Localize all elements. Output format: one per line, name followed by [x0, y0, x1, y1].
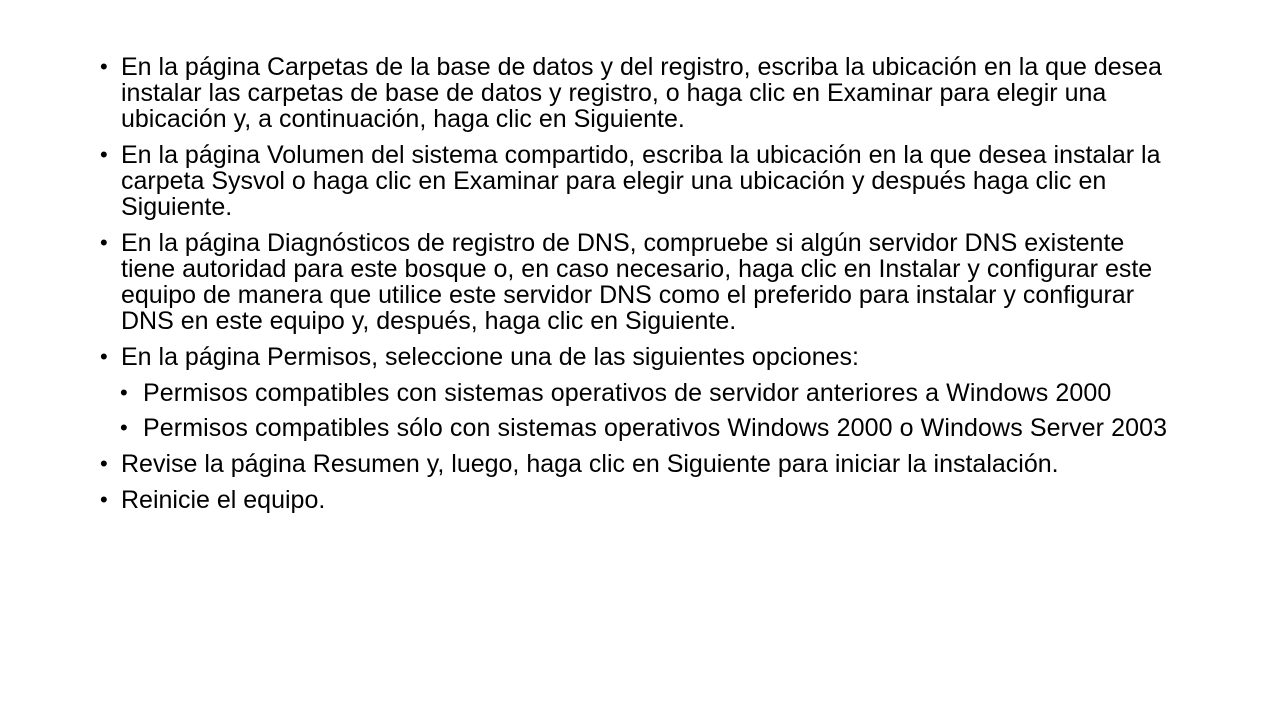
bullet-icon: •	[100, 451, 108, 476]
list-item-text: Reinicie el equipo.	[121, 486, 326, 514]
list-item-text: En la página Carpetas de la base de datos y del registro, escriba la ubicación en la que desea instalar las carpetas de base de datos y registro, o haga clic en Examinar para elegir una ubicación y, a continuación, haga clic en Siguiente.	[121, 53, 1162, 133]
list-item-text: En la página Permisos, seleccione una de las siguientes opciones:	[121, 343, 859, 371]
permissions-options-list	[92, 380, 1182, 441]
bullet-icon: •	[100, 487, 108, 512]
list-item-text: En la página Volumen del sistema compartido, escriba la ubicación en la que desea instalar la carpeta Sysvol o haga clic en Examinar para elegir una ubicación y después haga clic en Siguiente.	[121, 141, 1161, 221]
sub-item-windows-2000-2003	[92, 415, 1182, 441]
list-item-database-folders	[92, 54, 1182, 132]
list-item-sysvol	[92, 142, 1182, 220]
list-item-dns-diagnostics	[92, 230, 1182, 334]
bullet-icon: •	[100, 344, 108, 369]
instruction-list	[92, 54, 1182, 513]
sub-item-text: Permisos compatibles sólo con sistemas operativos Windows 2000 o Windows Server 2003	[143, 414, 1168, 442]
sub-bullet-icon: •	[120, 415, 128, 440]
bullet-icon: •	[100, 54, 108, 79]
sub-item-text: Permisos compatibles con sistemas operativos de servidor anteriores a Windows 2000	[143, 379, 1112, 407]
list-item-permissions	[92, 344, 1182, 441]
list-item-restart	[92, 487, 1182, 513]
list-item-summary	[92, 451, 1182, 477]
sub-bullet-icon: •	[120, 380, 128, 405]
bullet-icon: •	[100, 230, 108, 255]
list-item-text: Revise la página Resumen y, luego, haga clic en Siguiente para iniciar la instalación.	[121, 450, 1059, 478]
bullet-icon: •	[100, 142, 108, 167]
list-item-text: En la página Diagnósticos de registro de DNS, compruebe si algún servidor DNS existente tiene autoridad para este bosque o, en caso necesario, haga clic en Instalar y configurar este equipo de manera que utilice este servidor DNS como el preferido para instalar y configurar DNS en este equipo y, después, haga clic en Siguiente.	[121, 229, 1153, 335]
sub-item-pre-windows-2000	[92, 380, 1182, 406]
